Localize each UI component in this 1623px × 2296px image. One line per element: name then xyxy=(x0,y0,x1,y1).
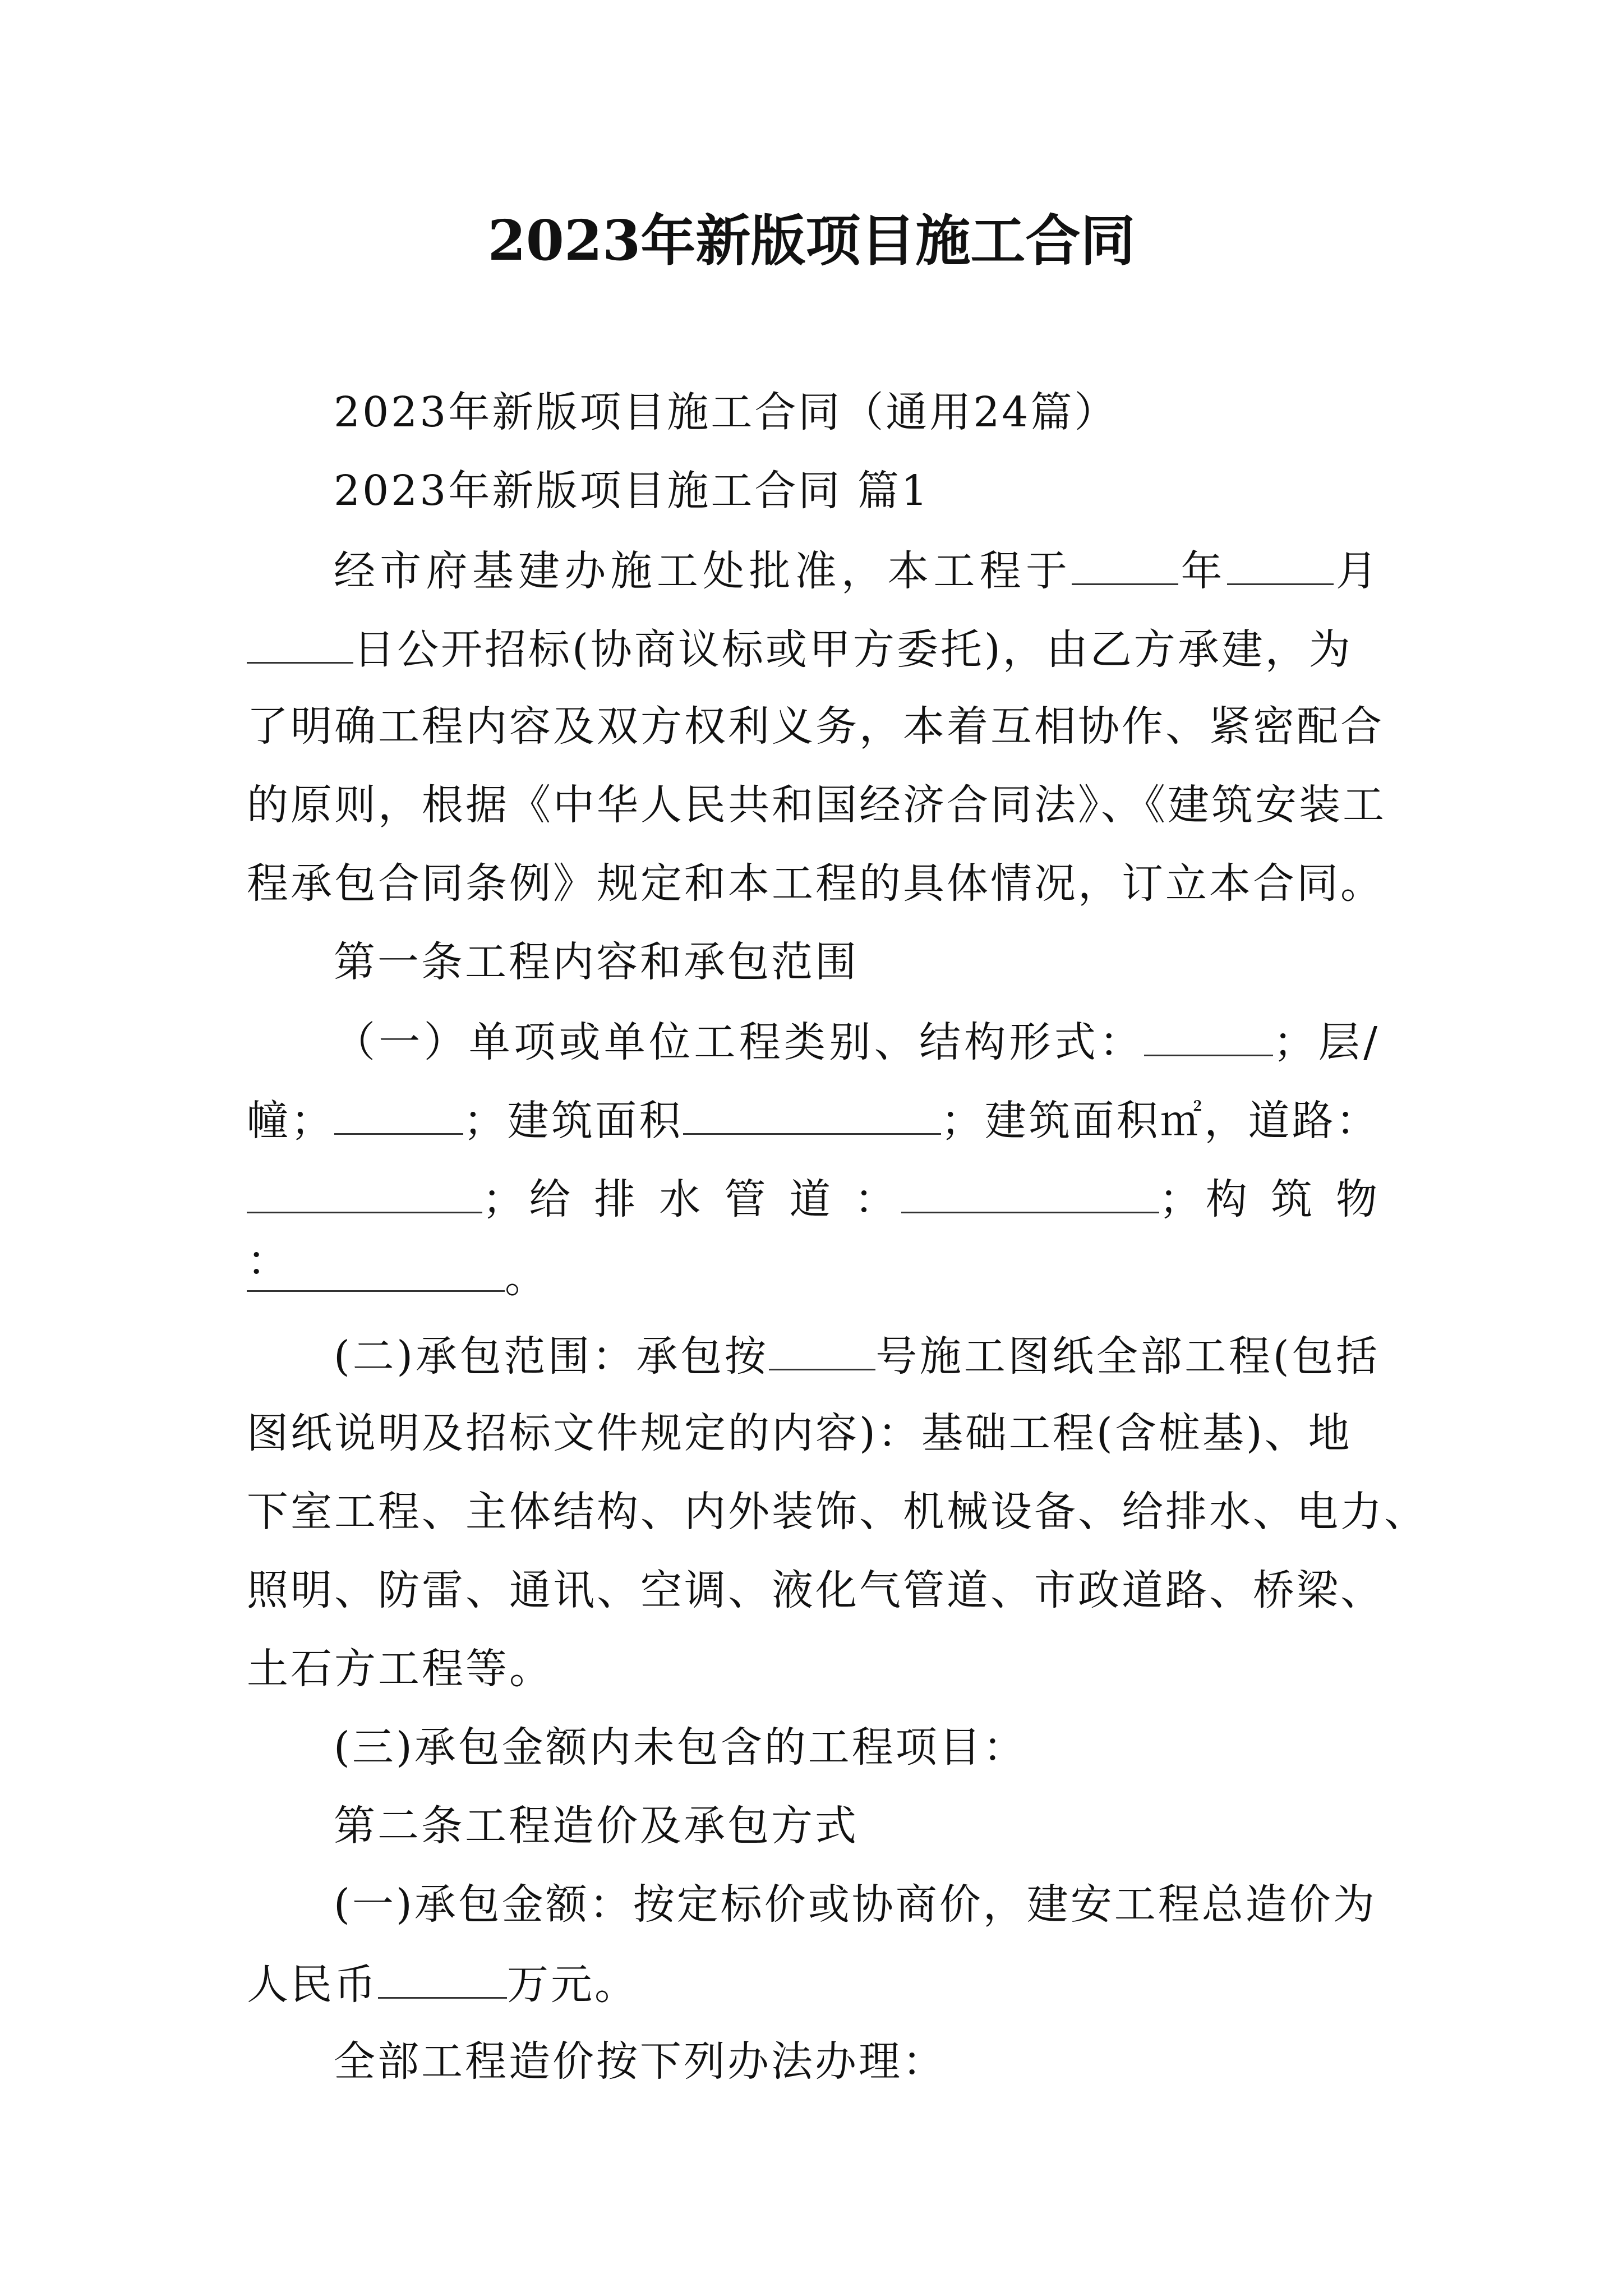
paragraph-line: 照明、防雷、通讯、空调、液化气管道、市政道路、桥梁、 xyxy=(247,1566,1384,1614)
article-heading: 第一条工程内容和承包范围 xyxy=(334,938,859,986)
paragraph-line: 程承包合同条例》规定和本工程的具体情况，订立本合同。 xyxy=(247,859,1384,908)
paragraph-line: 了明确工程内容及双方权利义务，本着互相协作、紧密配合 xyxy=(247,702,1384,751)
blank-field xyxy=(683,1088,941,1135)
blank-field xyxy=(247,1167,482,1213)
paragraph-line: (三)承包金额内未包含的工程项目： xyxy=(334,1723,1027,1772)
blank-field xyxy=(378,1952,507,1999)
paragraph-line: (一)承包金额：按定标价或协商价，建安工程总造价为 xyxy=(334,1880,1377,1929)
blank-field xyxy=(247,617,353,664)
paragraph-line: （一）单项或单位工程类别、结构形式： ；层/ xyxy=(334,1010,1380,1073)
paragraph-line: 土石方工程等。 xyxy=(247,1645,553,1693)
blank-field xyxy=(1072,539,1178,585)
paragraph-line: 全部工程造价按下列办法办理： xyxy=(334,2037,946,2086)
paragraph-line: 人民币 万元。 xyxy=(247,1952,1380,2016)
article-heading: 第二条工程造价及承包方式 xyxy=(334,1802,859,1850)
blank-field xyxy=(901,1167,1159,1213)
paragraph-line: 图纸说明及招标文件规定的内容)：基础工程(含桩基)、地 xyxy=(247,1409,1352,1457)
paragraph-line: 。 xyxy=(247,1245,1380,1309)
blank-field xyxy=(1144,1010,1273,1056)
paragraph-line: ；给 排 水 管 道 ： ；构 筑 物 ： xyxy=(247,1167,1380,1292)
section-heading: 2023年新版项目施工合同 篇1 xyxy=(334,467,930,515)
paragraph-line: 日公开招标(协商议标或甲方委托)，由乙方承建，为 xyxy=(247,617,1380,680)
paragraph-line: 下室工程、主体结构、内外装饰、机械设备、给排水、电力、 xyxy=(247,1488,1428,1536)
paragraph-line: 幢； ；建筑面积 ；建筑面积㎡，道路： xyxy=(247,1088,1380,1152)
blank-field xyxy=(334,1088,463,1135)
blank-field xyxy=(247,1245,505,1292)
paragraph-line: 经市府基建办施工处批准，本工程于 年 月 xyxy=(334,539,1380,602)
blank-field xyxy=(1227,539,1334,585)
paragraph-line: (二)承包范围：承包按 号施工图纸全部工程(包括 xyxy=(334,1324,1380,1387)
document-subtitle: 2023年新版项目施工合同（通用24篇） xyxy=(334,388,1118,436)
blank-field xyxy=(769,1324,875,1370)
document-title: 2023年新版项目施工合同 xyxy=(487,209,1136,273)
paragraph-line: 的原则，根据《中华人民共和国经济合同法》、《建筑安装工 xyxy=(247,781,1386,829)
